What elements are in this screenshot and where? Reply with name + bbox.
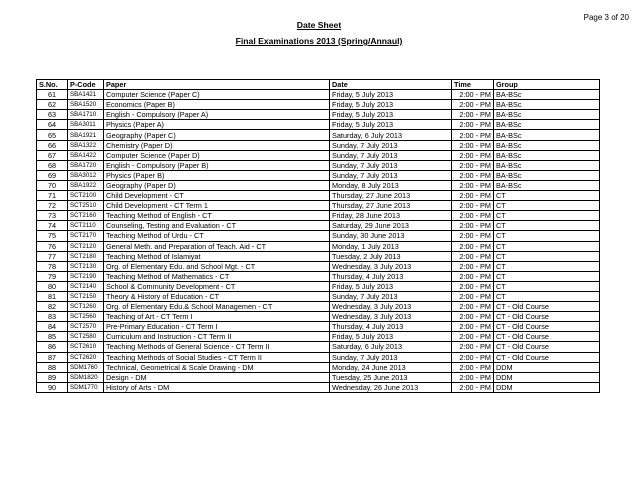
cell-paper: Teaching Method of English - CT xyxy=(104,211,330,221)
cell-group: BA-BSc xyxy=(494,110,600,120)
cell-paper: Teaching Method of Mathematics - CT xyxy=(104,271,330,281)
cell-date: Sunday, 7 July 2013 xyxy=(330,160,452,170)
cell-group: BA-BSc xyxy=(494,160,600,170)
cell-pcode: SCT2190 xyxy=(68,271,104,281)
cell-time: 2:00 - PM xyxy=(452,140,494,150)
cell-pcode: SBA1710 xyxy=(68,110,104,120)
table-row xyxy=(37,312,600,322)
cell-sno: 80 xyxy=(37,281,68,291)
cell-paper: Pre-Primary Education - CT Term I xyxy=(104,322,330,332)
cell-time: 2:00 - PM xyxy=(452,251,494,261)
cell-pcode: SBA1421 xyxy=(68,90,104,100)
cell-paper: Economics (Paper B) xyxy=(104,100,330,110)
cell-pcode: SBA1422 xyxy=(68,150,104,160)
cell-paper: Curriculum and Instruction - CT Term II xyxy=(104,332,330,342)
cell-time: 2:00 - PM xyxy=(452,322,494,332)
cell-date: Friday, 5 July 2013 xyxy=(330,100,452,110)
page-title: Date Sheet xyxy=(296,20,342,30)
cell-pcode: SBA1720 xyxy=(68,160,104,170)
cell-group: CT xyxy=(494,231,600,241)
cell-date: Wednesday, 26 June 2013 xyxy=(330,382,452,392)
cell-pcode: SBA1921 xyxy=(68,130,104,140)
cell-time: 2:00 - PM xyxy=(452,130,494,140)
cell-pcode: SCT2140 xyxy=(68,281,104,291)
cell-date: Wednesday, 3 July 2013 xyxy=(330,312,452,322)
cell-sno: 62 xyxy=(37,100,68,110)
cell-paper: Teaching Methods of Social Studies - CT Term II xyxy=(104,352,330,362)
cell-sno: 79 xyxy=(37,271,68,281)
table-row xyxy=(37,160,600,170)
cell-group: CT - Old Course xyxy=(494,322,600,332)
cell-paper: Teaching of Art - CT Term I xyxy=(104,312,330,322)
cell-pcode: SDM1820 xyxy=(68,372,104,382)
cell-sno: 85 xyxy=(37,332,68,342)
cell-date: Sunday, 7 July 2013 xyxy=(330,170,452,180)
cell-sno: 86 xyxy=(37,342,68,352)
table-row xyxy=(37,261,600,271)
date-sheet-table xyxy=(36,79,600,393)
cell-paper: Child Development - CT Term 1 xyxy=(104,201,330,211)
cell-paper: Teaching Method of Urdu - CT xyxy=(104,231,330,241)
cell-paper: Theory & History of Education - CT xyxy=(104,291,330,301)
cell-group: CT - Old Course xyxy=(494,302,600,312)
cell-date: Thursday, 27 June 2013 xyxy=(330,201,452,211)
cell-sno: 61 xyxy=(37,90,68,100)
cell-group: DDM xyxy=(494,382,600,392)
cell-time: 2:00 - PM xyxy=(452,120,494,130)
cell-pcode: SCT2160 xyxy=(68,211,104,221)
table-row xyxy=(37,291,600,301)
cell-time: 2:00 - PM xyxy=(452,170,494,180)
cell-time: 2:00 - PM xyxy=(452,281,494,291)
cell-date: Sunday, 30 June 2013 xyxy=(330,231,452,241)
cell-pcode: SDM1770 xyxy=(68,382,104,392)
column-header-pcode: P-Code xyxy=(68,80,104,90)
cell-time: 2:00 - PM xyxy=(452,342,494,352)
page-indicator: Page 3 of 20 xyxy=(583,13,629,22)
cell-pcode: SBA3011 xyxy=(68,120,104,130)
cell-sno: 74 xyxy=(37,221,68,231)
cell-paper: Counseling, Testing and Evaluation - CT xyxy=(104,221,330,231)
table-row xyxy=(37,302,600,312)
cell-date: Friday, 5 July 2013 xyxy=(330,332,452,342)
cell-group: DDM xyxy=(494,362,600,372)
column-header-sno: S.No. xyxy=(37,80,68,90)
column-header-time: Time xyxy=(452,80,494,90)
cell-date: Monday, 8 July 2013 xyxy=(330,180,452,190)
cell-date: Sunday, 7 July 2013 xyxy=(330,140,452,150)
cell-paper: Physics (Paper A) xyxy=(104,120,330,130)
cell-paper: School & Community Development - CT xyxy=(104,281,330,291)
cell-paper: English - Compulsory (Paper A) xyxy=(104,110,330,120)
cell-group: CT xyxy=(494,251,600,261)
column-header-group: Group xyxy=(494,80,600,90)
cell-group: CT xyxy=(494,281,600,291)
cell-paper: Child Development - CT xyxy=(104,191,330,201)
cell-time: 2:00 - PM xyxy=(452,312,494,322)
cell-pcode: SCT2620 xyxy=(68,352,104,362)
cell-group: BA-BSc xyxy=(494,170,600,180)
cell-date: Friday, 5 July 2013 xyxy=(330,90,452,100)
cell-time: 2:00 - PM xyxy=(452,261,494,271)
cell-time: 2:00 - PM xyxy=(452,100,494,110)
cell-sno: 70 xyxy=(37,180,68,190)
table-row xyxy=(37,201,600,211)
cell-paper: Design - DM xyxy=(104,372,330,382)
cell-date: Saturday, 29 June 2013 xyxy=(330,221,452,231)
cell-sno: 75 xyxy=(37,231,68,241)
table-row xyxy=(37,191,600,201)
cell-group: BA-BSc xyxy=(494,130,600,140)
table-row xyxy=(37,241,600,251)
cell-date: Thursday, 4 July 2013 xyxy=(330,271,452,281)
cell-sno: 71 xyxy=(37,191,68,201)
cell-date: Wednesday, 3 July 2013 xyxy=(330,261,452,271)
cell-date: Friday, 5 July 2013 xyxy=(330,281,452,291)
cell-pcode: SBA1322 xyxy=(68,140,104,150)
cell-pcode: SCT2610 xyxy=(68,342,104,352)
cell-group: BA-BSc xyxy=(494,140,600,150)
cell-group: CT xyxy=(494,221,600,231)
cell-time: 2:00 - PM xyxy=(452,372,494,382)
cell-paper: Computer Science (Paper C) xyxy=(104,90,330,100)
cell-group: BA-BSc xyxy=(494,150,600,160)
cell-pcode: SCT2130 xyxy=(68,261,104,271)
cell-paper: Physics (Paper B) xyxy=(104,170,330,180)
cell-time: 2:00 - PM xyxy=(452,382,494,392)
table-row xyxy=(37,170,600,180)
cell-sno: 82 xyxy=(37,302,68,312)
cell-pcode: SCT2580 xyxy=(68,332,104,342)
cell-date: Monday, 24 June 2013 xyxy=(330,362,452,372)
cell-pcode: SCT2110 xyxy=(68,221,104,231)
table-row xyxy=(37,211,600,221)
cell-paper: Chemistry (Paper D) xyxy=(104,140,330,150)
cell-sno: 90 xyxy=(37,382,68,392)
table-row xyxy=(37,382,600,392)
cell-paper: History of Arts - DM xyxy=(104,382,330,392)
cell-group: CT - Old Course xyxy=(494,312,600,322)
table-row xyxy=(37,110,600,120)
cell-date: Friday, 5 July 2013 xyxy=(330,110,452,120)
table-row xyxy=(37,322,600,332)
cell-date: Tuesday, 25 June 2013 xyxy=(330,372,452,382)
cell-group: CT xyxy=(494,291,600,301)
cell-sno: 68 xyxy=(37,160,68,170)
cell-sno: 77 xyxy=(37,251,68,261)
cell-date: Tuesday, 2 July 2013 xyxy=(330,251,452,261)
cell-sno: 88 xyxy=(37,362,68,372)
cell-time: 2:00 - PM xyxy=(452,271,494,281)
cell-date: Sunday, 7 July 2013 xyxy=(330,352,452,362)
cell-sno: 84 xyxy=(37,322,68,332)
cell-group: CT xyxy=(494,241,600,251)
cell-time: 2:00 - PM xyxy=(452,110,494,120)
cell-group: CT - Old Course xyxy=(494,352,600,362)
cell-pcode: SCT2120 xyxy=(68,241,104,251)
cell-paper: Geography (Paper D) xyxy=(104,180,330,190)
cell-time: 2:00 - PM xyxy=(452,241,494,251)
cell-paper: Technical, Geometrical & Scale Drawing - DM xyxy=(104,362,330,372)
cell-group: DDM xyxy=(494,372,600,382)
cell-date: Wednesday, 3 July 2013 xyxy=(330,302,452,312)
cell-sno: 73 xyxy=(37,211,68,221)
cell-pcode: SCT2560 xyxy=(68,312,104,322)
cell-sno: 78 xyxy=(37,261,68,271)
cell-group: BA-BSc xyxy=(494,90,600,100)
cell-pcode: SCT2180 xyxy=(68,251,104,261)
cell-group: CT xyxy=(494,211,600,221)
cell-paper: Org. of Elementary Edu.& School Managemen - CT xyxy=(104,302,330,312)
cell-sno: 87 xyxy=(37,352,68,362)
cell-group: CT xyxy=(494,191,600,201)
table-row xyxy=(37,221,600,231)
cell-sno: 67 xyxy=(37,150,68,160)
cell-pcode: SCT2170 xyxy=(68,231,104,241)
cell-date: Sunday, 7 July 2013 xyxy=(330,150,452,160)
table-row xyxy=(37,342,600,352)
column-header-date: Date xyxy=(330,80,452,90)
table-header-row xyxy=(37,80,600,90)
cell-time: 2:00 - PM xyxy=(452,160,494,170)
cell-date: Thursday, 4 July 2013 xyxy=(330,322,452,332)
cell-group: CT - Old Course xyxy=(494,332,600,342)
cell-pcode: SBA3012 xyxy=(68,170,104,180)
cell-sno: 72 xyxy=(37,201,68,211)
cell-pcode: SCT1260 xyxy=(68,302,104,312)
table-row xyxy=(37,180,600,190)
cell-time: 2:00 - PM xyxy=(452,221,494,231)
table-row xyxy=(37,90,600,100)
cell-paper: Org. of Elementary Edu. and School Mgt. - CT xyxy=(104,261,330,271)
table-body xyxy=(37,90,600,393)
table-row xyxy=(37,281,600,291)
cell-group: CT xyxy=(494,201,600,211)
cell-pcode: SDM1760 xyxy=(68,362,104,372)
cell-time: 2:00 - PM xyxy=(452,201,494,211)
cell-paper: Geography (Paper C) xyxy=(104,130,330,140)
cell-sno: 81 xyxy=(37,291,68,301)
cell-time: 2:00 - PM xyxy=(452,231,494,241)
page-subtitle: Final Examinations 2013 (Spring/Annaul) xyxy=(235,36,403,46)
table-row xyxy=(37,362,600,372)
cell-paper: Computer Science (Paper D) xyxy=(104,150,330,160)
cell-time: 2:00 - PM xyxy=(452,362,494,372)
table-row xyxy=(37,150,600,160)
table-row xyxy=(37,100,600,110)
cell-date: Sunday, 7 July 2013 xyxy=(330,291,452,301)
cell-date: Saturday, 6 July 2013 xyxy=(330,130,452,140)
cell-time: 2:00 - PM xyxy=(452,90,494,100)
cell-date: Saturday, 6 July 2013 xyxy=(330,342,452,352)
cell-time: 2:00 - PM xyxy=(452,180,494,190)
cell-time: 2:00 - PM xyxy=(452,302,494,312)
cell-group: CT xyxy=(494,261,600,271)
cell-group: CT - Old Course xyxy=(494,342,600,352)
table-row xyxy=(37,372,600,382)
cell-sno: 76 xyxy=(37,241,68,251)
table-row xyxy=(37,271,600,281)
cell-time: 2:00 - PM xyxy=(452,352,494,362)
cell-group: BA-BSc xyxy=(494,100,600,110)
cell-sno: 64 xyxy=(37,120,68,130)
table-row xyxy=(37,352,600,362)
cell-paper: Teaching Method of Islamiyat xyxy=(104,251,330,261)
table-row xyxy=(37,120,600,130)
cell-time: 2:00 - PM xyxy=(452,211,494,221)
column-header-paper: Paper xyxy=(104,80,330,90)
cell-time: 2:00 - PM xyxy=(452,291,494,301)
cell-pcode: SBA1922 xyxy=(68,180,104,190)
cell-sno: 63 xyxy=(37,110,68,120)
cell-pcode: SCT2150 xyxy=(68,291,104,301)
cell-pcode: SCT2570 xyxy=(68,322,104,332)
cell-paper: General Meth. and Preparation of Teach. Aid - CT xyxy=(104,241,330,251)
cell-date: Thursday, 27 June 2013 xyxy=(330,191,452,201)
cell-paper: English - Compulsory (Paper B) xyxy=(104,160,330,170)
cell-group: BA-BSc xyxy=(494,120,600,130)
cell-pcode: SCT2510 xyxy=(68,201,104,211)
cell-pcode: SBA1520 xyxy=(68,100,104,110)
table-row xyxy=(37,251,600,261)
table-row xyxy=(37,231,600,241)
cell-sno: 89 xyxy=(37,372,68,382)
table-row xyxy=(37,140,600,150)
cell-date: Monday, 1 July 2013 xyxy=(330,241,452,251)
table-row xyxy=(37,332,600,342)
cell-group: BA-BSc xyxy=(494,180,600,190)
cell-group: CT xyxy=(494,271,600,281)
cell-time: 2:00 - PM xyxy=(452,191,494,201)
cell-sno: 83 xyxy=(37,312,68,322)
cell-sno: 65 xyxy=(37,130,68,140)
cell-sno: 66 xyxy=(37,140,68,150)
cell-paper: Teaching Methods of General Science - CT Term II xyxy=(104,342,330,352)
table-row xyxy=(37,130,600,140)
cell-date: Friday, 5 July 2013 xyxy=(330,120,452,130)
cell-time: 2:00 - PM xyxy=(452,332,494,342)
cell-pcode: SCT2100 xyxy=(68,191,104,201)
cell-sno: 69 xyxy=(37,170,68,180)
cell-time: 2:00 - PM xyxy=(452,150,494,160)
cell-date: Friday, 28 June 2013 xyxy=(330,211,452,221)
